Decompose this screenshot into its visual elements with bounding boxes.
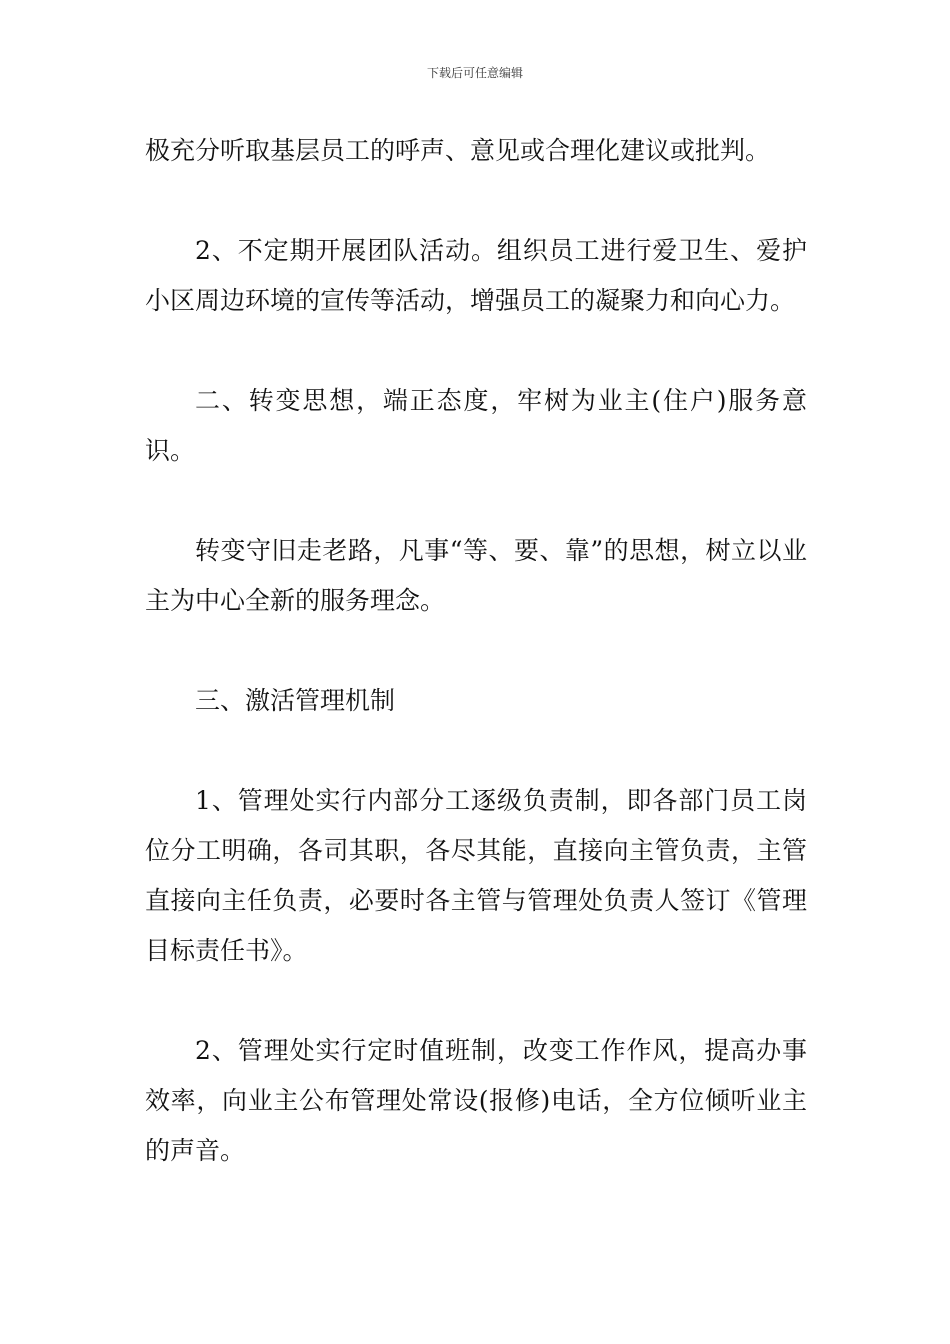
document-body <box>145 126 807 1176</box>
paragraph-5: 三、激活管理机制 <box>195 686 396 715</box>
paragraph-4: 转变守旧走老路，凡事“等、要、靠”的思想，树立以业主为中心全新的服务理念。 <box>145 536 807 615</box>
paragraph-7: 2、管理处实行定时值班制，改变工作作风，提高办事效率，向业主公布管理处常设(报修)电话，全方位倾听业主的声音。 <box>145 1036 807 1165</box>
page-header-note: 下载后可任意编辑 <box>426 66 523 80</box>
paragraph-2: 2、不定期开展团队活动。组织员工进行爱卫生、爱护小区周边环境的宣传等活动，增强员工的凝聚力和向心力。 <box>145 236 807 315</box>
paragraph-3: 二、转变思想，端正态度，牢树为业主(住户)服务意识。 <box>145 386 807 465</box>
paragraph-1: 极充分听取基层员工的呼声、意见或合理化建议或批判。 <box>145 136 771 165</box>
paragraph-6: 1、管理处实行内部分工逐级负责制，即各部门员工岗位分工明确，各司其职，各尽其能，直接向主管负责，主管直接向主任负责，必要时各主管与管理处负责人签订《管理目标责任书》。 <box>145 786 807 965</box>
